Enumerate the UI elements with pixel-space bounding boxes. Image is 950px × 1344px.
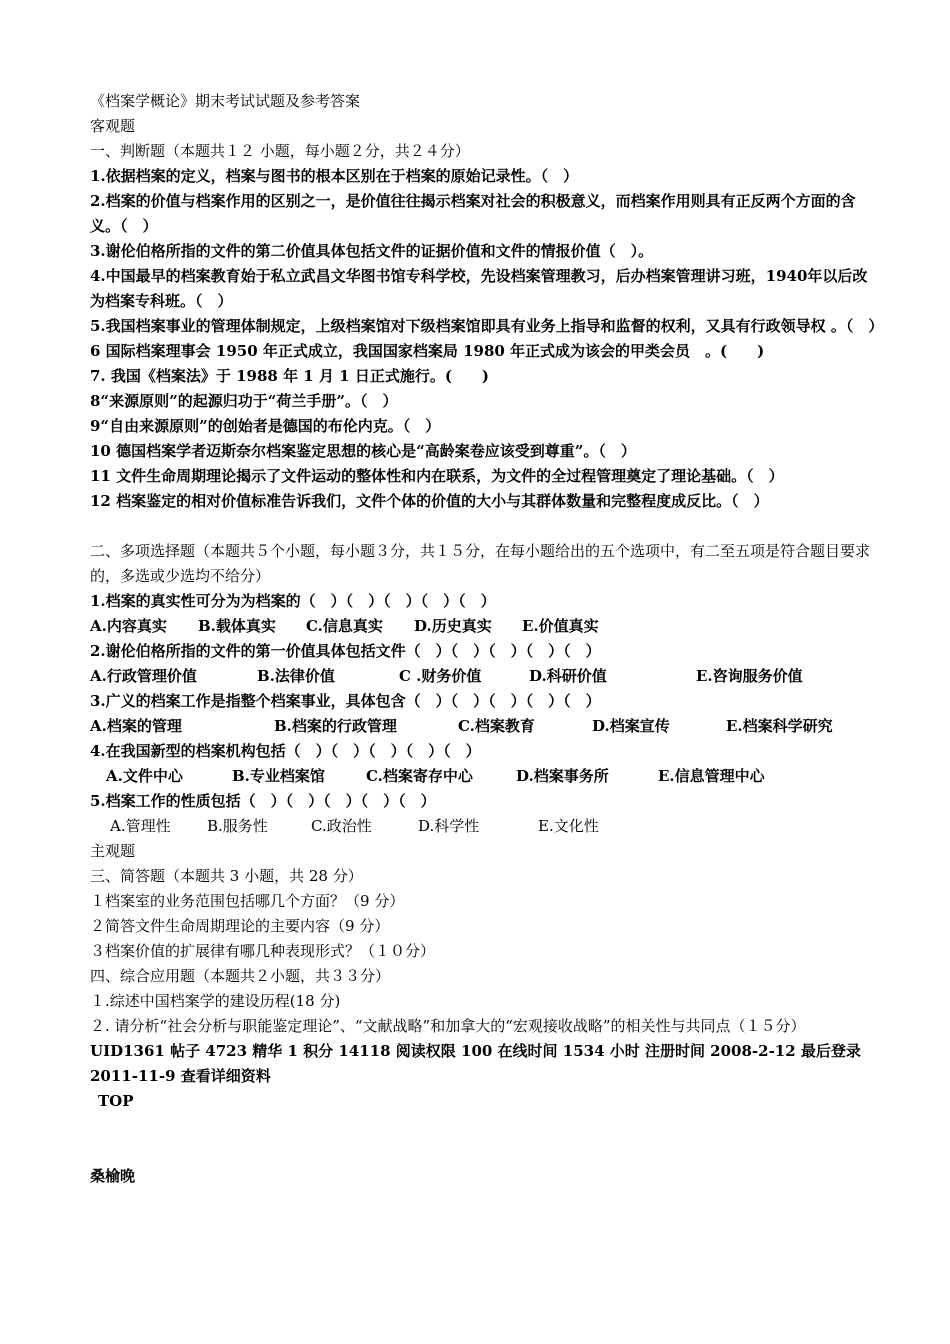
option: D.档案宣传 [592, 717, 670, 735]
option: D.科研价值 [529, 667, 607, 685]
option: E.档案科学研究 [726, 717, 833, 735]
option: D.科学性 [418, 817, 480, 835]
objective-label: 客观题 [90, 117, 136, 135]
section4-heading: 四、综合应用题（本题共２小题，共３３分） [90, 967, 391, 985]
option: C.档案教育 [458, 717, 535, 735]
section1-heading: 一、判断题（本题共１２ 小题，每小题２分，共２４分） [90, 142, 470, 160]
short-answer-1: １档案室的业务范围包括哪几个方面？（9 分） [90, 892, 405, 910]
option: E.咨询服务价值 [696, 667, 803, 685]
option: B.档案的行政管理 [274, 717, 397, 735]
option: A.文件中心 [106, 767, 183, 785]
option: E.信息管理中心 [658, 767, 765, 785]
mc-question-3: 3.广义的档案工作是指整个档案事业，具体包含（ ）（ ）（ ）（ ）（ ） [90, 692, 601, 710]
document-page [90, 89, 884, 1189]
option: A.内容真实 [90, 617, 167, 635]
judge-item-12: 12 档案鉴定的相对价值标准告诉我们，文件个体的价值的大小与其群体数量和完整程度成反比。（ ） [90, 492, 769, 510]
mc-options-4 [90, 764, 880, 789]
option: B.服务性 [207, 817, 268, 835]
section-spacer [90, 514, 880, 539]
option: D.档案事务所 [516, 767, 609, 785]
judge-item-5: 5.我国档案事业的管理体制规定，上级档案馆对下级档案馆即具有业务上指导和监督的权利，又具有行政领导权 。（ ） [90, 317, 884, 335]
poster-name: 桑榆晚 [90, 1167, 136, 1185]
judge-item-2: 2.档案的价值与档案作用的区别之一，是价值往往揭示档案对社会的积极意义，而档案作用则具有正反两个方面的含义。（ ） [90, 192, 856, 235]
option: B.专业档案馆 [232, 767, 325, 785]
judge-item-11: 11 文件生命周期理论揭示了文件运动的整体性和内在联系，为文件的全过程管理奠定了理论基础。（ ） [90, 467, 784, 485]
option: D.历史真实 [414, 617, 492, 635]
judge-item-3: 3.谢伦伯格所指的文件的第二价值具体包括文件的证据价值和文件的情报价值（ ）。 [90, 242, 654, 260]
option: C.信息真实 [306, 617, 383, 635]
judge-item-1: 1.依据档案的定义，档案与图书的根本区别在于档案的原始记录性。（ ） [90, 167, 579, 185]
section2-heading: 二、多项选择题（本题共５个小题，每小题３分，共１５分，在每小题给出的五个选项中，有二至五项是符合题目要求的，多选或少选均不给分） [90, 542, 871, 585]
mc-options-2 [90, 664, 880, 689]
judge-item-10: 10 德国档案学者迈斯奈尔档案鉴定思想的核心是“高龄案卷应该受到尊重”。（ ） [90, 442, 636, 460]
option: A.管理性 [110, 817, 171, 835]
option: B.法律价值 [257, 667, 335, 685]
footer-spacer [90, 1114, 880, 1164]
option: A.行政管理价值 [90, 667, 197, 685]
option: E.价值真实 [522, 617, 599, 635]
judge-item-4: 4.中国最早的档案教育始于私立武昌文华图书馆专科学校，先设档案管理教习，后办档案管理讲习班，1940年以后改为档案专科班。（ ） [90, 267, 868, 310]
option: B.载体真实 [198, 617, 276, 635]
option: A.档案的管理 [90, 717, 182, 735]
short-answer-3: ３档案价值的扩展律有哪几种表现形式？（１０分） [90, 942, 436, 960]
mc-question-2: 2.谢伦伯格所指的文件的第一价值具体包括文件（ ）（ ）（ ）（ ）（ ） [90, 642, 601, 660]
document-title: 《档案学概论》期末考试试题及参考答案 [90, 92, 361, 110]
option: C.档案寄存中心 [366, 767, 473, 785]
judge-item-9: 9“自由来源原则”的创始者是德国的布伦内克。（ ） [90, 417, 441, 435]
judge-item-7: 7. 我国《档案法》于 1988 年 1 月 1 日正式施行。( ) [90, 367, 490, 385]
option: E.文化性 [538, 817, 599, 835]
essay-question-2: ２. 请分析“社会分析与职能鉴定理论”、“文献战略”和加拿大的“宏观接收战略”的相关性与共同点（１５分） [90, 1017, 806, 1035]
mc-question-4: 4.在我国新型的档案机构包括（ ）（ ）（ ）（ ）（ ） [90, 742, 481, 760]
mc-options-5 [90, 814, 880, 839]
short-answer-2: ２简答文件生命周期理论的主要内容（9 分） [90, 917, 390, 935]
section3-heading: 三、简答题（本题共 3 小题，共 28 分） [90, 867, 363, 885]
mc-options-3 [90, 714, 880, 739]
option: C.政治性 [311, 817, 372, 835]
user-stats: UID1361 帖子 4723 精华 1 积分 14118 阅读权限 100 在线时间 1534 小时 注册时间 2008-2-12 最后登录 2011-11-9 查看详细资料 [90, 1042, 861, 1085]
mc-question-5: 5.档案工作的性质包括（ ）（ ）（ ）（ ）（ ） [90, 792, 436, 810]
judge-item-8: 8“来源原则”的起源归功于“荷兰手册”。（ ） [90, 392, 398, 410]
essay-question-1: １.综述中国档案学的建设历程(18 分) [90, 992, 341, 1010]
subjective-label: 主观题 [90, 842, 136, 860]
option: C .财务价值 [399, 667, 482, 685]
mc-options-1 [90, 614, 880, 639]
judge-item-6: 6 国际档案理事会 1950 年正式成立，我国国家档案局 1980 年正式成为该会的甲类会员 。( ) [90, 342, 765, 360]
top-link[interactable]: TOP [98, 1092, 134, 1110]
mc-question-1: 1.档案的真实性可分为为档案的（ ）（ ）（ ）（ ）（ ） [90, 592, 496, 610]
